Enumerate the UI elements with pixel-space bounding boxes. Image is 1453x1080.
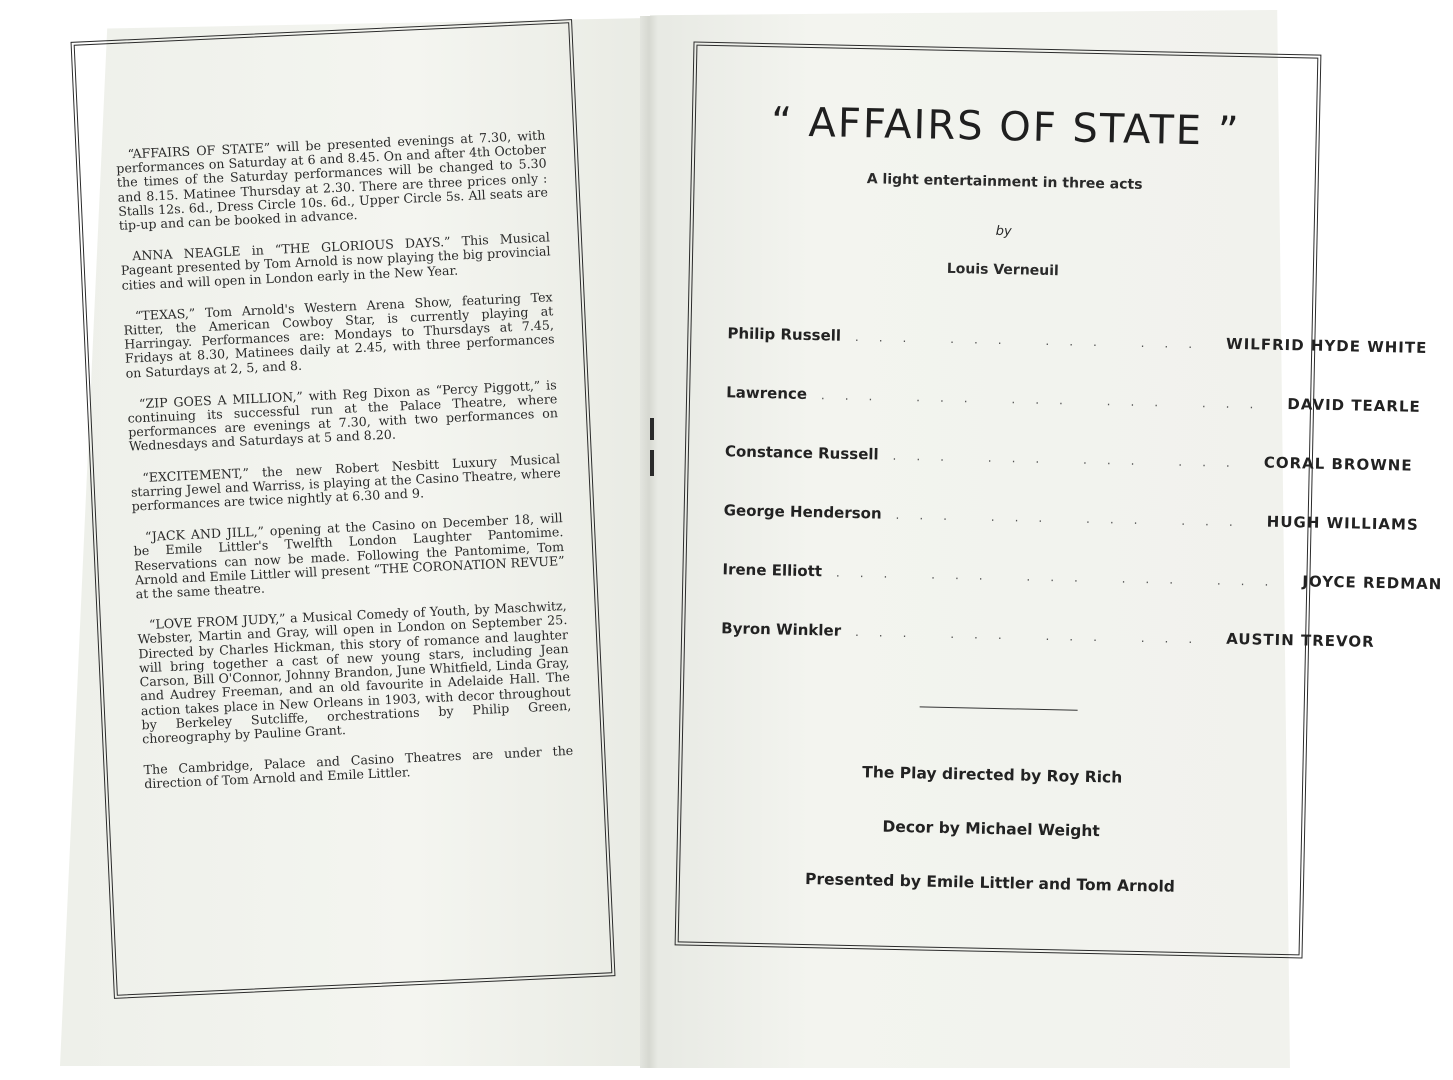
notice-paragraph: “JACK AND JILL,” opening at the Casino on December 18, will be Emile Littler's Twelfth London Laughter Pantomime. Reservations can now be made. Following the Pantomime, Tom Arnold and Emile Littler will present “THE CORONATION REVUE” at the same theatre. — [133, 510, 565, 602]
leader-dots: ... ... ... ... ... — [835, 565, 1289, 590]
notice-paragraph: “ZIP GOES A MILLION,” with Reg Dixon as “Percy Piggott,” is continuing its successful run at the Palace Theatre, where performances are evenings at 7.30, with two performances on Wednesdays and Saturdays at 5 and 8.20. — [127, 377, 559, 455]
character-name: Lawrence — [726, 383, 808, 403]
spine-fold — [640, 16, 658, 1068]
presenter-credit: Presented by Emile Littler and Tom Arnold — [804, 870, 1176, 896]
leader-dots: ... ... ... ... ... — [820, 388, 1274, 412]
notice-paragraph: The Cambridge, Palace and Casino Theatres are under the direction of Tom Arnold and Emile Littler. — [143, 742, 574, 792]
decor-credit: Decor by Michael Weight — [882, 817, 1100, 841]
actor-name: CORAL BROWNE — [1263, 453, 1413, 475]
actor-name: WILFRID HYDE WHITE — [1225, 334, 1428, 357]
left-page-notices — [115, 128, 575, 808]
notice-paragraph: “AFFAIRS OF STATE” will be presented evenings at 7.30, with performances on Saturday at 6 and 8.45. On and after 4th October the times of the Saturday performances will be changed to 5.30 and 8.15. Matinee Thursday at 2.30. There are three prices only : Stalls 12s. 6d., Dress Circle 10s. 6d., Upper Circle 5s. All seats are tip-up and can be booked in advance. — [115, 127, 549, 233]
notice-paragraph: “TEXAS,” Tom Arnold's Western Arena Show, featuring Tex Ritter, the American Cowboy Star, is currently playing at Harringay. Performances are: Mondays to Thursdays at 7.45, Fridays at 8.30, Matinees daily at 2.45, with three performances on Saturdays at 2, 5, and 8. — [123, 289, 555, 381]
divider-rule — [920, 706, 1078, 710]
actor-name: HUGH WILLIAMS — [1266, 512, 1419, 534]
play-subtitle: A light entertainment in three acts — [866, 171, 1143, 193]
staple-mark — [650, 450, 654, 476]
cast-list — [720, 324, 1443, 689]
staple-mark — [650, 418, 654, 440]
actor-name: JOYCE REDMAN — [1302, 572, 1443, 594]
character-name: Philip Russell — [727, 324, 842, 345]
director-credit: The Play directed by Roy Rich — [862, 763, 1123, 787]
character-name: Irene Elliott — [722, 560, 823, 581]
character-name: Byron Winkler — [721, 619, 842, 640]
play-title: “ AFFAIRS OF STATE ” — [770, 99, 1242, 155]
leader-dots: ... ... ... ... — [895, 507, 1253, 530]
actor-name: DAVID TEARLE — [1287, 395, 1421, 416]
actor-name: AUSTIN TREVOR — [1226, 629, 1375, 651]
leader-dots: ... ... ... ... — [892, 448, 1250, 471]
cast-row — [720, 619, 1375, 689]
by-line: by — [995, 223, 1012, 240]
author-name: Louis Verneuil — [946, 260, 1059, 280]
leader-dots: ... ... ... ... — [854, 625, 1213, 647]
notice-paragraph: ANNA NEAGLE in “THE GLORIOUS DAYS.” This Musical Pageant presented by Tom Arnold is now playing the big provincial cities and will open in London early in the New Year. — [120, 229, 551, 293]
notice-paragraph: “EXCITEMENT,” the new Robert Nesbitt Luxury Musical starring Jewel and Warriss, is playing at the Casino Theatre, where performances are twice nightly at 6.30 and 9. — [130, 450, 561, 514]
left-page-border — [71, 19, 616, 999]
right-page-border — [675, 42, 1443, 959]
character-name: George Henderson — [723, 501, 882, 523]
notice-paragraph: “LOVE FROM JUDY,” a Musical Comedy of Youth, by Maschwitz, Webster, Martin and Gray, will open in London on September 25. Directed by Charles Hickman, this story of romance and laughter will bring together a cast of new young stars, including Jean Carson, Bill O'Connor, Johnny Brandon, June Whitfield, Linda Gray, and Audrey Freeman, and an old favourite in Adelaide Hall. The action takes place in New Orleans in 1903, with decor throughout by Berkeley Sutcliffe, orchestrations by Philip Green, choreography by Pauline Grant. — [137, 598, 572, 747]
leader-dots: ... ... ... ... — [854, 329, 1213, 352]
character-name: Constance Russell — [724, 442, 879, 464]
